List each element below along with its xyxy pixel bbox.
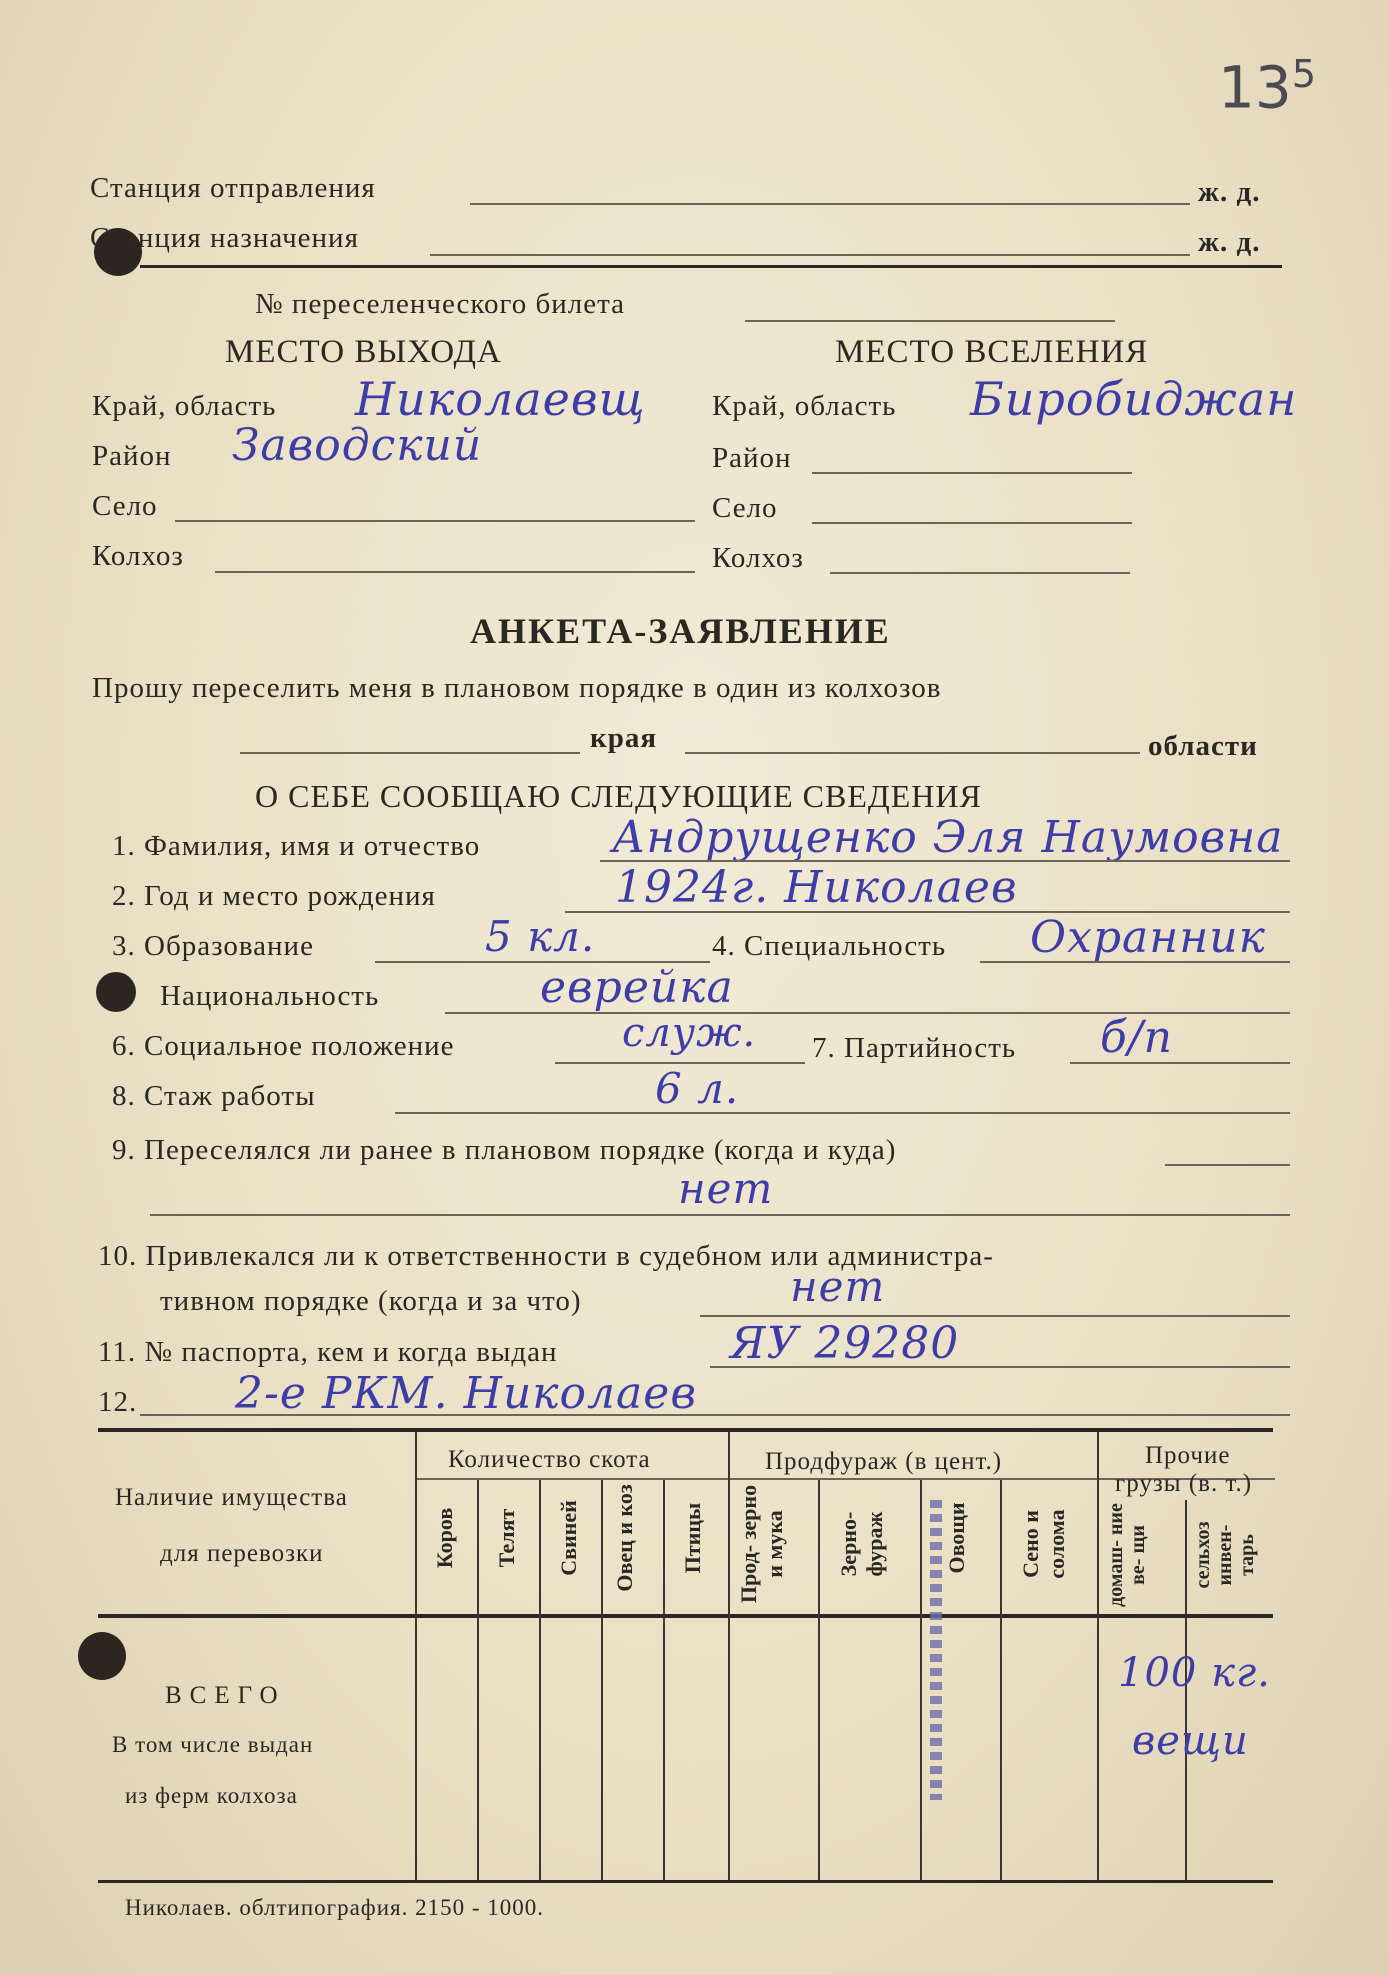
field-2-value: 1924г. Николаев bbox=[615, 862, 1018, 913]
field-7-value: б/п bbox=[1100, 1012, 1174, 1063]
col-sep-5 bbox=[728, 1432, 730, 1880]
field-12-line bbox=[140, 1414, 1290, 1416]
field-10-value: нет bbox=[790, 1262, 886, 1311]
request-line1: Прошу переселить меня в плановом порядке в один из колхозов bbox=[92, 672, 942, 704]
col-label-household: домаш- ние ве- щи bbox=[1105, 1503, 1149, 1607]
field-10-label-line2: тивном порядке (когда и за что) bbox=[160, 1285, 582, 1317]
field-11-value: ЯУ 29280 bbox=[730, 1318, 960, 1369]
origin-region-label: Край, область bbox=[92, 390, 277, 422]
table-bottom-rule bbox=[98, 1880, 1273, 1883]
col-label-grain: Прод- зерно и мука bbox=[736, 1484, 787, 1604]
col-sep-9 bbox=[1097, 1432, 1099, 1880]
row-header-line2: для перевозки bbox=[160, 1540, 324, 1567]
field-8-label: 8. Стаж работы bbox=[112, 1080, 316, 1112]
origin-title: МЕСТО ВЫХОДА bbox=[225, 334, 502, 370]
field-2-label: 2. Год и место рождения bbox=[112, 880, 436, 912]
col-sep-7 bbox=[920, 1480, 922, 1880]
group-header-other-line1: Прочие bbox=[1145, 1442, 1231, 1469]
arrival-station-label: Станция назначения bbox=[90, 222, 359, 254]
col-sep-3 bbox=[601, 1480, 603, 1880]
destination-region-value: Биробиджан bbox=[970, 372, 1298, 426]
destination-district-line bbox=[812, 472, 1132, 474]
col-label-forage: Зерно- фураж bbox=[836, 1511, 887, 1577]
field-8-value: 6 л. bbox=[655, 1064, 740, 1113]
section-title: О СЕБЕ СООБЩАЮ СЛЕДУЮЩИЕ СВЕДЕНИЯ bbox=[255, 778, 982, 814]
included-label-line2: из ферм колхоза bbox=[125, 1783, 298, 1808]
col-label-equipment: сельхоз инвен- тарь bbox=[1192, 1521, 1258, 1589]
field-9-line-b bbox=[150, 1214, 1290, 1216]
field-3-value: 5 кл. bbox=[485, 912, 596, 961]
col-sep-6 bbox=[818, 1480, 820, 1880]
arrival-station-line bbox=[430, 254, 1190, 256]
cargo-value-line2: вещи bbox=[1132, 1718, 1249, 1764]
field-9-label: 9. Переселялся ли ранее в плановом порядке (когда и куда) bbox=[112, 1134, 897, 1166]
destination-kolkhoz-label: Колхоз bbox=[712, 542, 804, 574]
origin-kolkhoz-line bbox=[215, 571, 695, 573]
col-sep-4 bbox=[663, 1480, 665, 1880]
origin-village-label: Село bbox=[92, 490, 158, 522]
field-10-label-line1: 10. Привлекался ли к ответственности в судебном или администра- bbox=[98, 1240, 994, 1272]
field-6-value: служ. bbox=[622, 1010, 757, 1056]
col-label-hay: Сено и солома bbox=[1018, 1509, 1069, 1579]
origin-region-value: Николаевщ bbox=[355, 372, 646, 426]
field-1-value: Андрущенко Эля Наумовна bbox=[612, 812, 1284, 863]
field-4-value: Охранник bbox=[1030, 912, 1266, 963]
field-12-value: 2-е РКМ. Николаев bbox=[235, 1368, 697, 1419]
group-header-livestock: Количество скота bbox=[448, 1446, 651, 1473]
group-header-fodder: Продфураж (в цент.) bbox=[765, 1448, 1003, 1475]
destination-village-line bbox=[812, 522, 1132, 524]
origin-district-value: Заводский bbox=[232, 420, 483, 471]
col-label-calves: Телят bbox=[494, 1508, 519, 1568]
col-sep-8 bbox=[1000, 1480, 1002, 1880]
departure-rail-suffix: ж. д. bbox=[1198, 176, 1261, 208]
request-oblasti: области bbox=[1148, 730, 1258, 762]
field-9-value: нет bbox=[678, 1164, 774, 1213]
destination-region-label: Край, область bbox=[712, 390, 897, 422]
ticket-line bbox=[745, 320, 1115, 322]
origin-district-label: Район bbox=[92, 440, 172, 472]
arrival-rail-suffix: ж. д. bbox=[1198, 226, 1261, 258]
field-8-line bbox=[395, 1112, 1290, 1114]
col-label-vegetables: Овощи bbox=[944, 1502, 969, 1574]
col-sep-2 bbox=[539, 1480, 541, 1880]
field-5-value: еврейка bbox=[540, 962, 734, 1013]
field-4-label: 4. Специальность bbox=[712, 930, 947, 962]
col-sep-1 bbox=[477, 1480, 479, 1880]
col-sep-0 bbox=[415, 1432, 417, 1880]
col-label-pigs: Свиней bbox=[556, 1500, 581, 1576]
field-11-line bbox=[710, 1366, 1290, 1368]
field-3-label: 3. Образование bbox=[112, 930, 314, 962]
request-kraya: края bbox=[590, 722, 658, 754]
field-7-line bbox=[1070, 1062, 1290, 1064]
field-6-label: 6. Социальное положение bbox=[112, 1030, 455, 1062]
field-10-line bbox=[700, 1315, 1290, 1317]
punch-hole-middle bbox=[96, 972, 136, 1012]
request-oblasti-line bbox=[685, 752, 1140, 754]
stamp-mark bbox=[930, 1500, 942, 1800]
destination-title: МЕСТО ВСЕЛЕНИЯ bbox=[835, 334, 1149, 370]
total-label: ВСЕГО bbox=[165, 1682, 286, 1709]
request-kraya-line bbox=[240, 752, 580, 754]
departure-station-label: Станция отправления bbox=[90, 172, 376, 204]
group-header-other-line2: грузы (в. т.) bbox=[1115, 1470, 1253, 1497]
destination-kolkhoz-line bbox=[830, 572, 1130, 574]
field-4-line bbox=[980, 961, 1290, 963]
field-7-label: 7. Партийность bbox=[812, 1032, 1017, 1064]
field-11-label: 11. № паспорта, кем и когда выдан bbox=[98, 1336, 558, 1368]
col-label-cows: Коров bbox=[432, 1507, 457, 1569]
header-rule bbox=[140, 265, 1282, 268]
cargo-value-line1: 100 кг. bbox=[1118, 1650, 1271, 1696]
row-header-line1: Наличие имущества bbox=[115, 1484, 348, 1511]
destination-district-label: Район bbox=[712, 442, 792, 474]
departure-station-line bbox=[470, 203, 1190, 205]
col-label-sheep: Овец и коз bbox=[612, 1484, 637, 1592]
field-9-line-a bbox=[1165, 1164, 1290, 1166]
origin-village-line bbox=[175, 520, 695, 522]
ticket-label: № переселенческого билета bbox=[255, 288, 625, 320]
field-5-label: Национальность bbox=[160, 980, 380, 1012]
included-label-line1: В том числе выдан bbox=[112, 1732, 314, 1757]
col-label-poultry: Птицы bbox=[680, 1502, 705, 1574]
destination-village-label: Село bbox=[712, 492, 778, 524]
field-1-label: 1. Фамилия, имя и отчество bbox=[112, 830, 481, 862]
punch-hole-bottom bbox=[78, 1632, 126, 1680]
form-title: АНКЕТА-ЗАЯВЛЕНИЕ bbox=[470, 611, 891, 651]
corner-number: $13^5$ bbox=[1218, 52, 1316, 122]
footer-imprint: Николаев. облтипография. 2150 - 1000. bbox=[125, 1895, 544, 1920]
origin-kolkhoz-label: Колхоз bbox=[92, 540, 184, 572]
field-12-label: 12. bbox=[98, 1386, 138, 1418]
